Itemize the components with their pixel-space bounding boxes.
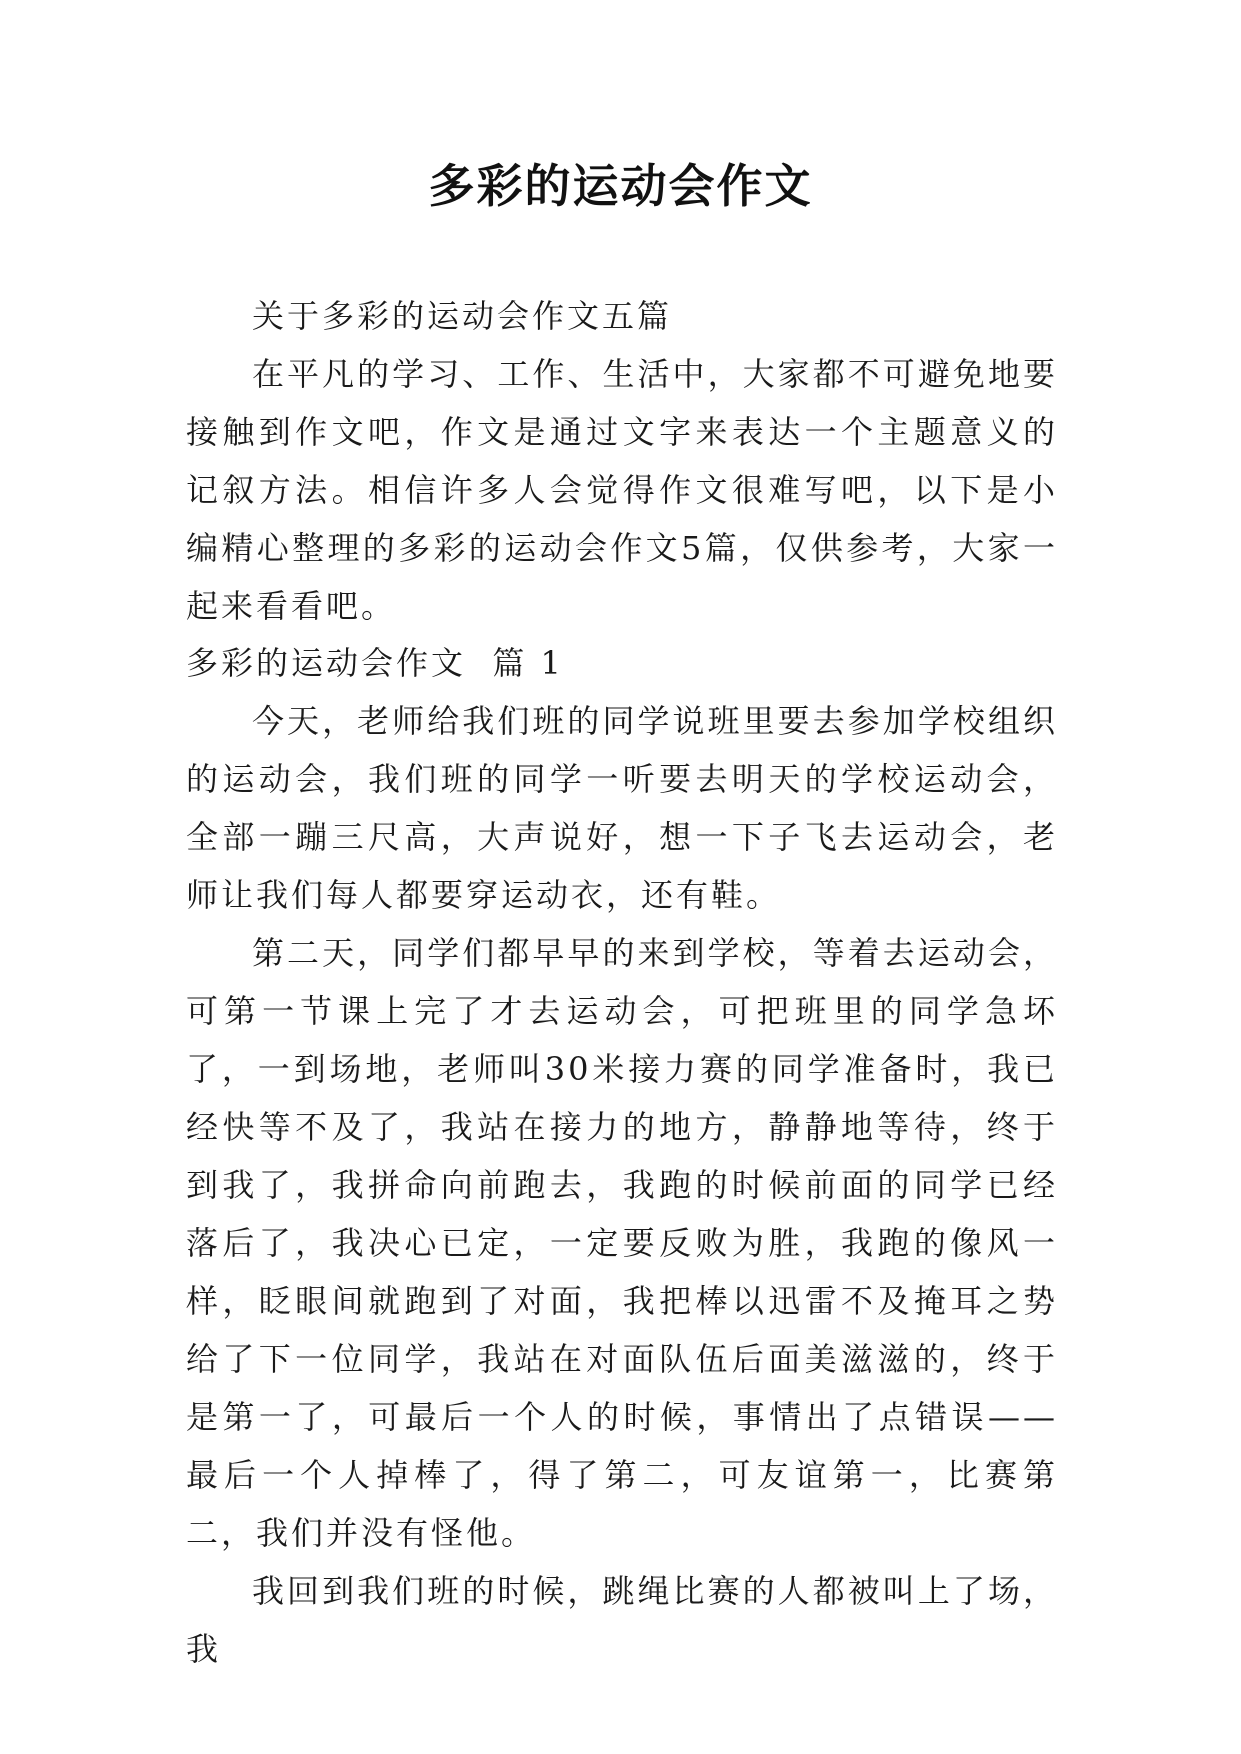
document-title: 多彩的运动会作文 [428, 159, 813, 213]
paragraph-1: 今天，老师给我们班的同学说班里要去参加学校组织的运动会，我们班的同学一听要去明天的学校运动会，全部一蹦三尺高，大声说好，想一下子飞去运动会，老师让我们每人都要穿运动衣，还有鞋。 [186, 702, 1058, 914]
section-body [186, 692, 1058, 1678]
intro-block [186, 345, 1058, 635]
document-subtitle: 关于多彩的运动会作文五篇 [252, 297, 673, 335]
intro-paragraph: 在平凡的学习、工作、生活中，大家都不可避免地要接触到作文吧，作文是通过文字来表达一个主题意义的记叙方法。相信许多人会觉得作文很难写吧，以下是小编精心整理的多彩的运动会作文5篇，仅供参考，大家一起来看看吧。 [186, 355, 1058, 625]
paragraph-2: 第二天，同学们都早早的来到学校，等着去运动会，可第一节课上完了才去运动会，可把班里的同学急坏了，一到场地，老师叫30米接力赛的同学准备时，我已经快等不及了，我站在接力的地方，静静地等待，终于到我了，我拼命向前跑去，我跑的时候前面的同学已经落后了，我决心已定，一定要反败为胜，我跑的像风一样，眨眼间就跑到了对面，我把棒以迅雷不及掩耳之势给了下一位同学，我站在对面队伍后面美滋滋的，终于是第一了，可最后一个人的时候，事情出了点错误——最后一个人掉棒了，得了第二，可友谊第一，比赛第二，我们并没有怪他。 [186, 934, 1058, 1552]
section-heading: 多彩的运动会作文 篇 1 [186, 644, 564, 682]
paragraph-3: 我回到我们班的时候，跳绳比赛的人都被叫上了场，我 [186, 1572, 1058, 1668]
